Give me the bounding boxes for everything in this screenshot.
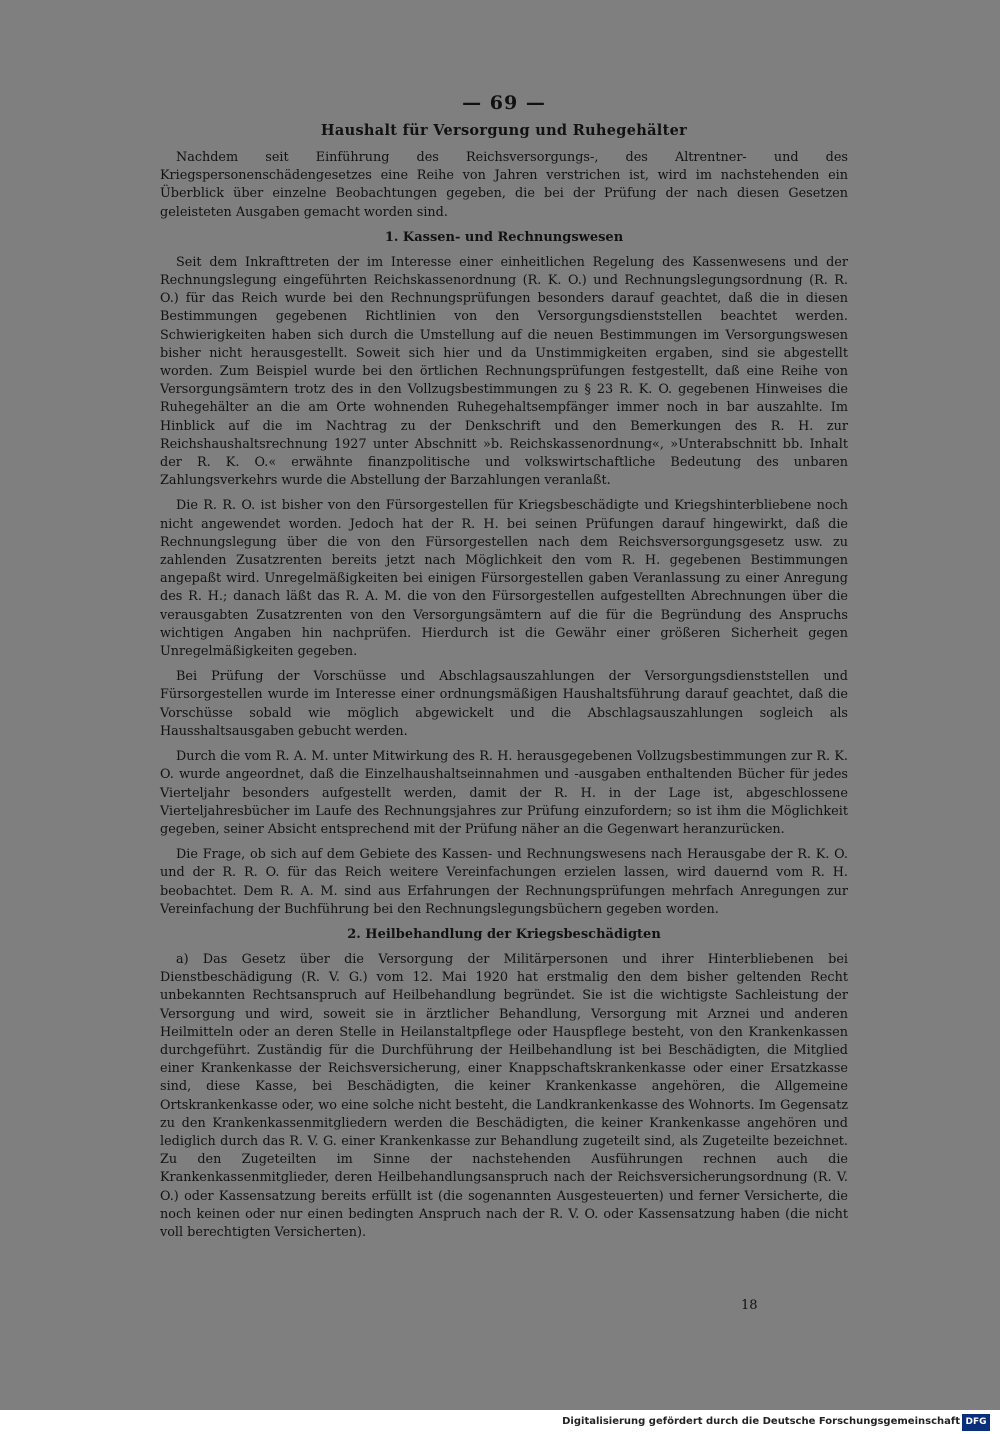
page-number: — 69 —: [462, 92, 546, 114]
section-2-paragraph: a) Das Gesetz über die Versorgung der Militärpersonen und ihrer Hinterbliebenen bei Dienstbeschädigung (R. V. G.) vom 12. Mai 1920 hat erstmalig den dem bisher geltenden Recht unbekannten Rechtsanspruch auf Heilbehandlung begründet. Sie ist die wichtigste Sachleistung der Versorgung und wird, soweit sie in ärztlicher Behandlung, Versorgung mit Arznei und anderen Heilmitteln oder an deren Stelle in Heilanstaltpflege oder Hauspflege besteht, von den Krankenkassen durchgeführt. Zuständig für die Durchführung der Heilbehandlung ist bei Beschädigten, die Mitglied einer Krankenkasse der Reichsversicherung, einer Knappschaftskrankenkasse oder einer Ersatzkasse sind, diese Kasse, bei Beschädigten, die keiner Krankenkasse angehören, die Allgemeine Ortskrankenkasse oder, wo eine solche nicht besteht, die Landkrankenkasse des Wohnorts. Im Gegensatz zu den Krankenkassenmitgliedern werden die Beschädigten, die keiner Krankenkasse angehören und lediglich durch das R. V. G. einer Krankenkasse zur Behandlung zugeteilt sind, als Zugeteilte bezeichnet. Zu den Zugeteilten im Sinne der nachstehenden Ausführungen rechnen auch die Krankenkassenmitglieder, deren Heilbehandlungsanspruch nach der Reichsversicherungsordnung (R. V. O.) oder Kassensatzung bereits erfüllt ist (die sogenannten Ausgesteuerten) und ferner Versicherte, die noch keinen oder nur einen bedingten Anspruch nach der R. V. O. oder Kassensatzung haben (die nicht voll berechtigten Versicherten).: [160, 951, 848, 1240]
signature-mark: 18: [741, 1298, 758, 1313]
section-1-paragraph: Die Frage, ob sich auf dem Gebiete des Kassen- und Rechnungswesens nach Herausgabe der R. K. O. und der R. R. O. für das Reich weitere Vereinfachungen erzielen lassen, wird dauernd vom R. H. beobachtet. Dem R. A. M. sind aus Erfahrungen der Rechnungsprüfungen mehrfach Anregungen zur Vereinfachung der Buchführung bei den Rechnungslegungsbüchern gegeben worden.: [160, 847, 848, 917]
page-text: [160, 92, 848, 1249]
section-1-paragraph: Die R. R. O. ist bisher von den Fürsorgestellen für Kriegsbeschädigte und Kriegshinterbliebene noch nicht angewendet worden. Jedoch hat der R. H. bei seinen Prüfungen darauf hingewirkt, daß die Rechnungslegung über die von den Fürsorgestellen nach dem Reichsversorgungsgesetz usw. zu zahlenden Zusatzrenten bereits jetzt nach Möglichkeit den vom R. H. gegebenen Bestimmungen angepaßt wird. Unregelmäßigkeiten bei einigen Fürsorgestellen gaben Veranlassung zu einer Anregung des R. H.; danach läßt das R. A. M. die von den Fürsorgestellen aufgestellten Abrechnungen über die verausgabten Zusatzrenten von den Versorgungsämtern auf die für die Begründung des Anspruchs wichtigen Angaben hin nachprüfen. Hierdurch ist die Gewähr einer größeren Sicherheit gegen Unregelmäßigkeiten gegeben.: [160, 498, 848, 660]
section-1-paragraph: Seit dem Inkrafttreten der im Interesse einer einheitlichen Regelung des Kassenwesens und der Rechnungslegung eingeführten Reichskassenordnung (R. K. O.) und Rechnungslegungsordnung (R. R. O.) für das Reich wurde bei den Rechnungsprüfungen besonders darauf geachtet, daß die in diesen Bestimmungen gegebenen Richtlinien von den Versorgungsdienststellen beachtet werden. Schwierigkeiten haben sich durch die Umstellung auf die neuen Bestimmungen im Versorgungswesen bisher nicht herausgestellt. Soweit sich hier und da Unstimmigkeiten ergaben, sind sie abgestellt worden. Zum Beispiel wurde bei den örtlichen Rechnungsprüfungen festgestellt, daß eine Reihe von Versorgungsämtern trotz des in den Vollzugsbestimmungen zu § 23 R. K. O. gegebenen Hinweises die Ruhegehälter an die am Orte wohnenden Ruhegehaltsempfänger immer noch in bar auszahlte. Im Hinblick auf die im Nachtrag zu der Denkschrift und den Bemerkungen des R. H. zur Reichshaushaltsrechnung 1927 unter Abschnitt »b. Reichskassenordnung«, »Unterabschnitt bb. Inhalt der R. K. O.« erwähnte finanzpolitische und volkswirtschaftliche Bedeutung des unbaren Zahlungsverkehrs wurde die Abstellung der Barzahlungen veranlaßt.: [160, 254, 848, 489]
page-title: Haushalt für Versorgung und Ruhegehälter: [320, 122, 688, 139]
dfg-logo: DFG: [962, 1414, 990, 1431]
footer-bar: [0, 1410, 1000, 1434]
intro-paragraph: Nachdem seit Einführung des Reichsversorgungs-, des Altrentner- und des Kriegspersonenschädengesetzes eine Reihe von Jahren verstrichen ist, wird im nachstehenden ein Überblick über einzelne Beobachtungen gegeben, die bei der Prüfung der nach diesen Gesetzen geleisteten Ausgaben gemacht worden sind.: [160, 150, 848, 220]
funding-note: Digitalisierung gefördert durch die Deutsche Forschungsgemeinschaft: [562, 1416, 960, 1427]
section-1-paragraph: Durch die vom R. A. M. unter Mitwirkung des R. H. herausgegebenen Vollzugsbestimmungen zur R. K. O. wurde angeordnet, daß die Einzelhaushaltseinnahmen und -ausgaben enthaltenden Bücher für jedes Vierteljahr besonders aufgestellt werden, damit der R. H. in der Lage ist, abgeschlossene Vierteljahresbücher im Laufe des Rechnungsjahres zur Prüfung einzufordern; so ist ihm die Möglichkeit gegeben, seiner Absicht entsprechend mit der Prüfung näher an die Gegenwart heranzurücken.: [160, 749, 848, 837]
section-1-heading: 1. Kassen- und Rechnungswesen: [384, 229, 624, 245]
section-2-heading: 2. Heilbehandlung der Kriegsbeschädigten: [347, 926, 661, 942]
section-1-paragraph: Bei Prüfung der Vorschüsse und Abschlagsauszahlungen der Versorgungsdienststellen und Fürsorgestellen wurde im Interesse einer ordnungsmäßigen Haushaltsführung darauf geachtet, daß die Vorschüsse sobald wie möglich abgewickelt und die Abschlagsauszahlungen sogleich als Hausshaltsausgaben gebucht werden.: [160, 669, 848, 739]
